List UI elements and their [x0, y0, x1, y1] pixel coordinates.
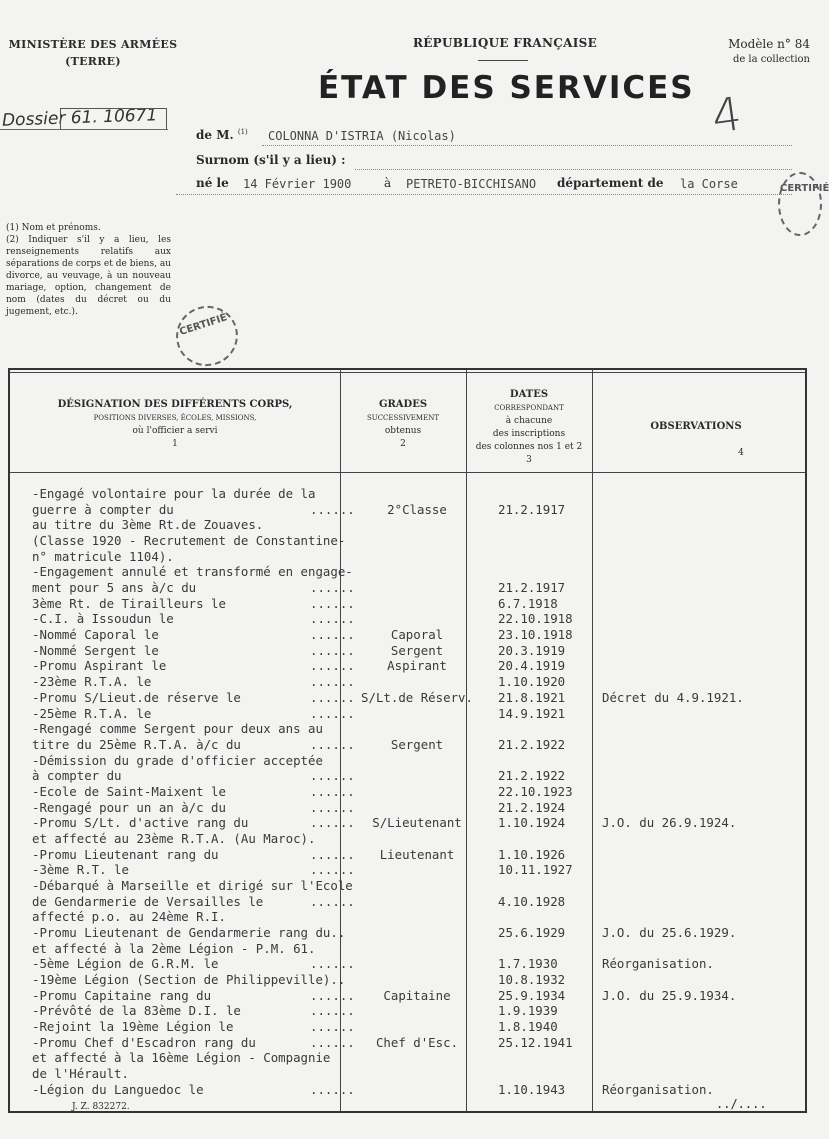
row-designation: -Légion du Languedoc le	[32, 1081, 204, 1097]
table-row	[10, 1003, 805, 1019]
row-leader-dots: ......	[310, 956, 355, 972]
row-date: 22.10.1923	[498, 783, 573, 799]
row-leader-dots: ......	[310, 580, 355, 596]
row-designation: -Rengagé pour un an à/c du	[32, 799, 226, 815]
dossier-box	[60, 108, 167, 130]
row-date: 23.10.1918	[498, 627, 573, 643]
table-row	[10, 643, 805, 659]
col3-subtitle4: des colonnes nos 1 et 2	[475, 442, 583, 452]
row-designation: guerre à compter du	[32, 501, 174, 517]
row-designation: -Promu Capitaine rang du	[32, 987, 212, 1003]
table-row	[10, 721, 805, 737]
col1-title: DÉSIGNATION DES DIFFÉRENTS CORPS,	[57, 399, 293, 410]
row-leader-dots: ......	[310, 736, 355, 752]
surname-field-line	[355, 169, 792, 170]
row-leader-dots: ......	[310, 642, 355, 658]
row-date: 21.2.1917	[498, 501, 566, 517]
row-grade: Sergent	[390, 736, 444, 752]
row-designation: -Promu Aspirant le	[32, 658, 167, 674]
table-row	[10, 517, 805, 533]
col3-subtitle2: à chacune	[505, 416, 553, 426]
table-row	[10, 674, 805, 690]
birth-date: 14 Février 1900	[243, 177, 352, 191]
name-footnote-ref: (1)	[237, 128, 248, 136]
row-date: 4.10.1928	[498, 893, 566, 909]
table-row	[10, 956, 805, 972]
row-leader-dots: ......	[310, 595, 355, 611]
model-collection: de la collection	[732, 54, 810, 65]
row-date: 6.7.1918	[498, 595, 558, 611]
name-field-line	[262, 145, 792, 146]
col2-subtitle1: SUCCESSIVEMENT	[367, 414, 439, 422]
row-observation: J.O. du 25.9.1934.	[602, 987, 737, 1003]
row-leader-dots: ......	[310, 768, 355, 784]
ministry-branch: (TERRE)	[65, 55, 121, 68]
row-leader-dots: ......	[310, 799, 355, 815]
row-leader-dots: ......	[310, 987, 355, 1003]
col1-subtitle1: POSITIONS DIVERSES, ÉCOLES, MISSIONS,	[93, 414, 257, 422]
col3-title: DATES	[509, 389, 549, 400]
row-date: 21.2.1922	[498, 736, 566, 752]
table-row	[10, 862, 805, 878]
certified-stamp-left	[168, 298, 246, 374]
row-designation: au titre du 3ème Rt.de Zouaves.	[32, 517, 264, 533]
row-grade: Lieutenant	[379, 846, 455, 862]
table-row	[10, 502, 805, 518]
col1-header	[20, 398, 330, 451]
row-observation: Réorganisation.	[602, 1081, 714, 1097]
table-row	[10, 847, 805, 863]
row-leader-dots: ......	[310, 1034, 355, 1050]
row-designation: -Nommé Caporal le	[32, 627, 159, 643]
row-observation: Réorganisation.	[602, 956, 714, 972]
row-designation: -C.I. à Issoudun le	[32, 611, 174, 627]
footnotes	[6, 222, 171, 318]
col1-subtitle2: où l'officier a servi	[132, 426, 218, 436]
row-designation: -5ème Légion de G.R.M. le	[32, 956, 219, 972]
row-grade: Chef d'Esc.	[375, 1034, 459, 1050]
birth-place-label: à	[384, 176, 392, 190]
department-label: département de	[557, 176, 664, 190]
table-row	[10, 753, 805, 769]
table-row	[10, 784, 805, 800]
table-row	[10, 768, 805, 784]
stamp-text-left: CERTIFIÉ	[178, 312, 229, 338]
row-leader-dots: ......	[310, 674, 355, 690]
row-date: 14.9.1921	[498, 705, 566, 721]
name-label	[196, 128, 248, 142]
row-designation: -Promu Lieutenant de Gendarmerie rang du..	[32, 925, 346, 941]
table-row	[10, 737, 805, 753]
table-top-inner-line	[10, 372, 805, 373]
table-row	[10, 972, 805, 988]
row-date: 1.9.1939	[498, 1003, 558, 1019]
row-designation: ment pour 5 ans à/c du	[32, 580, 197, 596]
table-row	[10, 925, 805, 941]
table-row	[10, 533, 805, 549]
table-row	[10, 658, 805, 674]
row-designation: de Gendarmerie de Versailles le	[32, 893, 264, 909]
table-row	[10, 988, 805, 1004]
row-designation: et affecté à la 16ème Légion - Compagnie	[32, 1050, 331, 1066]
table-row	[10, 941, 805, 957]
col2-title: GRADES	[378, 399, 428, 410]
row-date: 1.10.1924	[498, 815, 566, 831]
row-designation: -Prévôté de la 83ème D.I. le	[32, 1003, 241, 1019]
table-row	[10, 815, 805, 831]
col3-number: 3	[526, 455, 532, 465]
row-leader-dots: ......	[310, 846, 355, 862]
row-designation: -25ème R.T.A. le	[32, 705, 152, 721]
services-table	[8, 368, 807, 1113]
col4-number: 4	[738, 448, 744, 458]
col2-subtitle2: obtenus	[384, 426, 422, 436]
table-row	[10, 627, 805, 643]
table-row	[10, 878, 805, 894]
name-label-text: de M.	[196, 128, 234, 142]
table-row	[10, 1066, 805, 1082]
table-row	[10, 486, 805, 502]
dossier-number: Dossier 61. 10671	[1, 105, 158, 131]
row-designation: -Rejoint la 19ème Légion le	[32, 1019, 234, 1035]
row-leader-dots: ......	[310, 611, 355, 627]
col3-subtitle3: des inscriptions	[492, 429, 566, 439]
model-reference	[700, 36, 810, 68]
row-designation: -19ème Légion (Section de Philippeville)..	[32, 972, 346, 988]
row-designation: de l'Hérault.	[32, 1066, 129, 1082]
table-row	[10, 1082, 805, 1098]
row-grade: Capitaine	[383, 987, 451, 1003]
col2-header	[344, 398, 462, 451]
row-leader-dots: ......	[310, 501, 355, 517]
table-row	[10, 800, 805, 816]
table-row	[10, 1050, 805, 1066]
row-date: 1.10.1926	[498, 846, 566, 862]
table-row	[10, 580, 805, 596]
row-designation: -Débarqué à Marseille et dirigé sur l'Ecole	[32, 878, 353, 893]
col4-title: OBSERVATIONS	[650, 421, 742, 432]
row-grade: S/Lt.de Réserv.	[361, 689, 473, 705]
table-row	[10, 706, 805, 722]
row-designation: -Engagé volontaire pour la durée de la	[32, 486, 316, 501]
ministry-header	[8, 36, 178, 70]
row-leader-dots: ......	[310, 783, 355, 799]
table-row	[10, 611, 805, 627]
row-designation: -3ème R.T. le	[32, 862, 129, 878]
row-designation: -23ème R.T.A. le	[32, 674, 152, 690]
row-grade: Sergent	[390, 642, 444, 658]
row-designation: à compter du	[32, 768, 122, 784]
surname-label	[196, 153, 346, 167]
col2-number: 2	[400, 439, 406, 449]
row-leader-dots: ......	[310, 658, 355, 674]
row-grade: Caporal	[390, 627, 444, 643]
table-row	[10, 894, 805, 910]
row-leader-dots: ......	[310, 1003, 355, 1019]
birth-field-line	[176, 194, 792, 195]
row-leader-dots: ......	[310, 1081, 355, 1097]
surname-label-text: Surnom (s'il y a lieu) :	[196, 153, 346, 167]
row-designation: affecté p.o. au 24ème R.I.	[32, 909, 226, 925]
row-designation: -Démission du grade d'officier acceptée	[32, 752, 323, 768]
continued-mark: ../....	[716, 1097, 767, 1111]
row-date: 1.7.1930	[498, 956, 558, 972]
birth-place: PETRETO-BICCHISANO	[406, 177, 537, 191]
table-row	[10, 831, 805, 847]
model-number: Modèle n° 84	[728, 37, 810, 51]
row-date: 22.10.1918	[498, 611, 573, 627]
handwritten-number: 4	[708, 86, 745, 144]
row-designation: -Ecole de Saint-Maixent le	[32, 783, 226, 799]
row-leader-dots: ......	[310, 627, 355, 643]
row-designation: -Engagement annulé et transformé en engage-	[32, 564, 353, 580]
row-designation: -Promu S/Lieut.de réserve le	[32, 689, 241, 705]
row-observation: J.O. du 25.6.1929.	[602, 925, 737, 941]
row-date: 10.8.1932	[498, 972, 566, 988]
document-title: ÉTAT DES SERVICES	[318, 70, 695, 106]
row-leader-dots: ......	[310, 1019, 355, 1035]
row-leader-dots: ......	[310, 893, 355, 909]
row-designation: -Promu Lieutenant rang du	[32, 846, 219, 862]
row-designation: -Promu S/Lt. d'active rang du	[32, 815, 249, 831]
col3-subtitle1: CORRESPONDANT	[494, 404, 564, 412]
table-row	[10, 909, 805, 925]
row-date: 10.11.1927	[498, 862, 573, 878]
table-row	[10, 1035, 805, 1051]
row-date: 25.9.1934	[498, 987, 566, 1003]
certified-stamp-right	[778, 172, 829, 236]
row-date: 1.10.1920	[498, 674, 566, 690]
row-leader-dots: ......	[310, 815, 355, 831]
row-date: 21.2.1922	[498, 768, 566, 784]
row-date: 1.8.1940	[498, 1019, 558, 1035]
col3-header	[470, 388, 588, 467]
row-leader-dots: ......	[310, 705, 355, 721]
row-date: 1.10.1943	[498, 1081, 566, 1097]
row-designation: -Rengagé comme Sergent pour deux ans au	[32, 721, 323, 737]
dossier-underline	[0, 129, 168, 130]
header-bottom-line	[10, 472, 805, 473]
officer-name: COLONNA D'ISTRIA (Nicolas)	[268, 129, 456, 143]
row-date: 20.3.1919	[498, 642, 566, 658]
department: la Corse	[680, 177, 738, 191]
row-designation: (Classe 1920 - Recrutement de Constantine-	[32, 533, 346, 549]
row-leader-dots: ......	[310, 862, 355, 878]
row-observation: Décret du 4.9.1921.	[602, 689, 744, 705]
row-leader-dots: ......	[310, 689, 355, 705]
row-designation: et affecté au 23ème R.T.A. (Au Maroc).	[32, 830, 316, 846]
row-grade: S/Lieutenant	[372, 815, 462, 831]
table-row	[10, 596, 805, 612]
birth-label: né le	[196, 176, 229, 190]
row-observation: J.O. du 26.9.1924.	[602, 815, 737, 831]
row-date: 21.8.1921	[498, 689, 566, 705]
row-date: 20.4.1919	[498, 658, 566, 674]
row-date: 21.2.1924	[498, 799, 566, 815]
row-grade: Aspirant	[387, 658, 447, 674]
row-grade: 2°Classe	[387, 501, 447, 517]
row-designation: et affecté à la 2ème Légion - P.M. 61.	[32, 940, 316, 956]
row-designation: -Promu Chef d'Escadron rang du	[32, 1034, 256, 1050]
row-date: 25.12.1941	[498, 1034, 573, 1050]
footnote-1: (1) Nom et prénoms.	[6, 223, 101, 233]
table-row	[10, 690, 805, 706]
table-row	[10, 564, 805, 580]
ministry-name: MINISTÈRE DES ARMÉES	[8, 38, 178, 51]
row-date: 25.6.1929	[498, 925, 566, 941]
col1-number: 1	[172, 439, 178, 449]
table-row	[10, 549, 805, 565]
table-row	[10, 1019, 805, 1035]
col4-header	[596, 420, 796, 460]
row-designation: n° matricule 1104).	[32, 548, 174, 564]
republic-underline	[478, 60, 528, 61]
row-designation: 3ème Rt. de Tirailleurs le	[32, 595, 226, 611]
row-date: 21.2.1917	[498, 580, 566, 596]
stamp-text-right: CERTIFIÉ	[780, 183, 829, 194]
row-designation: -Nommé Sergent le	[32, 642, 159, 658]
printer-reference: J. Z. 832272.	[72, 1102, 130, 1112]
republic-header: RÉPUBLIQUE FRANÇAISE	[412, 36, 598, 50]
footnote-2: (2) Indiquer s'il y a lieu, les renseignements relatifs aux séparations de corps et de biens, au divorce, au veuvage, à un nouveau mariage, option, changement de nom (dates du décret ou du jugement, etc.).	[6, 235, 171, 317]
row-designation: titre du 25ème R.T.A. à/c du	[32, 736, 241, 752]
